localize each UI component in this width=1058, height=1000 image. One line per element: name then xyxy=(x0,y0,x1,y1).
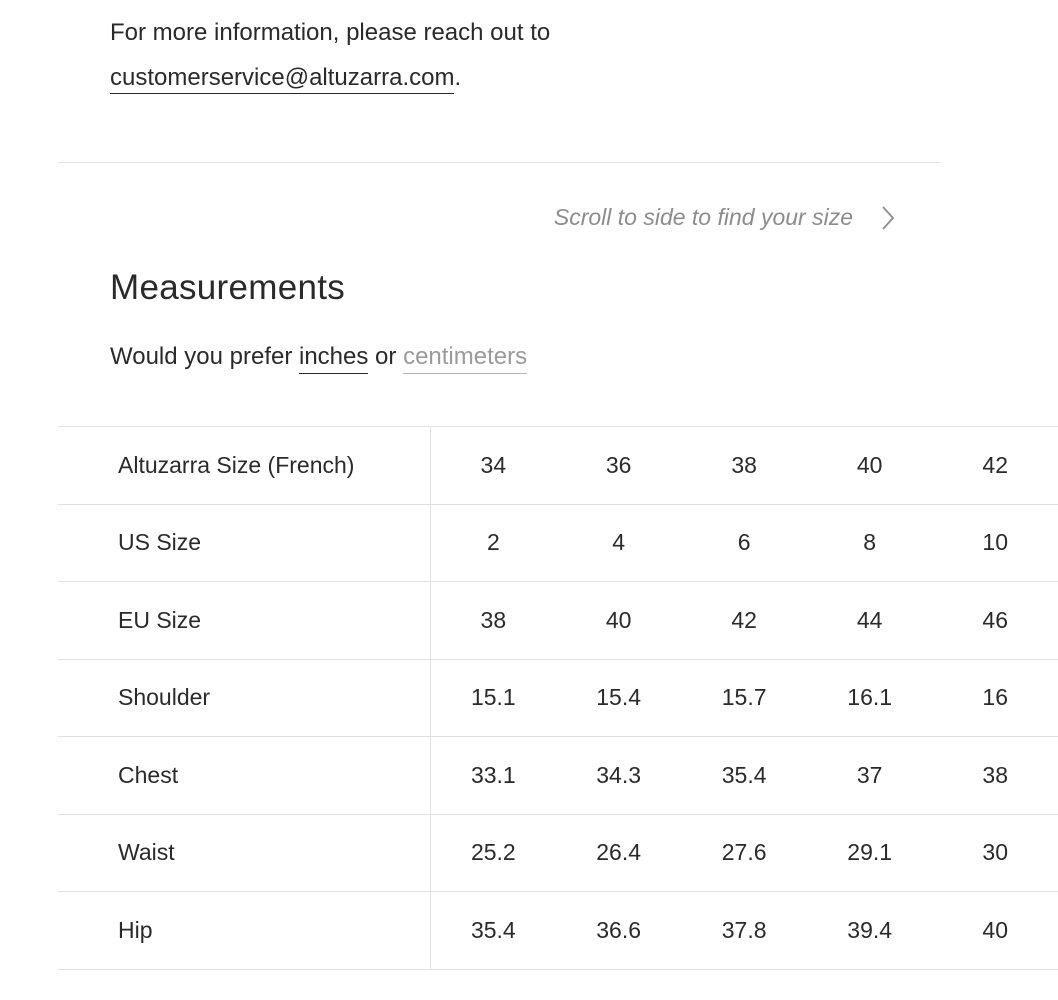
table-row xyxy=(58,737,1058,815)
table-cell: 38 xyxy=(932,737,1058,815)
table-cell: 40 xyxy=(556,582,682,660)
table-cell: 37.8 xyxy=(681,892,807,970)
table-cell: 38 xyxy=(681,427,807,505)
row-label: US Size xyxy=(58,504,430,582)
table-cell: 46 xyxy=(932,582,1058,660)
table-cell: 34.3 xyxy=(556,737,682,815)
table-row xyxy=(58,582,1058,660)
contact-email-link[interactable]: customerservice@altuzarra.com xyxy=(110,64,454,94)
size-table-scroller[interactable] xyxy=(58,426,1009,970)
table-cell: 4 xyxy=(556,504,682,582)
table-row xyxy=(58,427,1058,505)
table-cell: 15.4 xyxy=(556,659,682,737)
contact-info-text: For more information, please reach out to xyxy=(110,19,551,46)
table-cell: 15.7 xyxy=(681,659,807,737)
chevron-right-icon xyxy=(881,205,895,231)
row-label: Shoulder xyxy=(58,659,430,737)
table-cell: 36.6 xyxy=(556,892,682,970)
table-cell: 42 xyxy=(932,427,1058,505)
table-cell: 42 xyxy=(681,582,807,660)
table-cell: 38 xyxy=(430,582,556,660)
unit-prompt: Would you prefer xyxy=(110,343,299,370)
contact-info xyxy=(110,10,550,100)
scroll-hint-text: Scroll to side to find your size xyxy=(553,204,853,230)
scroll-hint[interactable] xyxy=(554,204,895,231)
size-table-body xyxy=(58,427,1058,970)
table-row xyxy=(58,504,1058,582)
contact-email-line xyxy=(110,55,550,100)
table-row xyxy=(58,659,1058,737)
table-cell: 40 xyxy=(932,892,1058,970)
row-label: Hip xyxy=(58,892,430,970)
table-cell: 15.1 xyxy=(430,659,556,737)
table-cell: 29.1 xyxy=(807,814,933,892)
row-label: Altuzarra Size (French) xyxy=(58,427,430,505)
row-label: Waist xyxy=(58,814,430,892)
unit-inches-option[interactable]: inches xyxy=(299,343,368,374)
table-cell: 40 xyxy=(807,427,933,505)
unit-or: or xyxy=(375,343,404,370)
table-row xyxy=(58,892,1058,970)
measurements-title: Measurements xyxy=(110,268,346,307)
table-cell: 37 xyxy=(807,737,933,815)
table-cell: 2 xyxy=(430,504,556,582)
table-cell: 10 xyxy=(932,504,1058,582)
table-row xyxy=(58,814,1058,892)
table-cell: 35.4 xyxy=(430,892,556,970)
table-cell: 35.4 xyxy=(681,737,807,815)
size-table xyxy=(58,426,1058,970)
table-cell: 44 xyxy=(807,582,933,660)
table-cell: 8 xyxy=(807,504,933,582)
unit-selector xyxy=(110,343,527,371)
row-label: Chest xyxy=(58,737,430,815)
section-divider xyxy=(58,162,940,163)
table-cell: 33.1 xyxy=(430,737,556,815)
table-cell: 39.4 xyxy=(807,892,933,970)
table-cell: 16 xyxy=(932,659,1058,737)
table-cell: 27.6 xyxy=(681,814,807,892)
contact-email-period: . xyxy=(454,64,462,91)
table-cell: 26.4 xyxy=(556,814,682,892)
table-cell: 25.2 xyxy=(430,814,556,892)
table-cell: 16.1 xyxy=(807,659,933,737)
table-cell: 34 xyxy=(430,427,556,505)
unit-centimeters-option[interactable]: centimeters xyxy=(403,343,527,374)
table-cell: 30 xyxy=(932,814,1058,892)
row-label: EU Size xyxy=(58,582,430,660)
table-cell: 6 xyxy=(681,504,807,582)
table-cell: 36 xyxy=(556,427,682,505)
